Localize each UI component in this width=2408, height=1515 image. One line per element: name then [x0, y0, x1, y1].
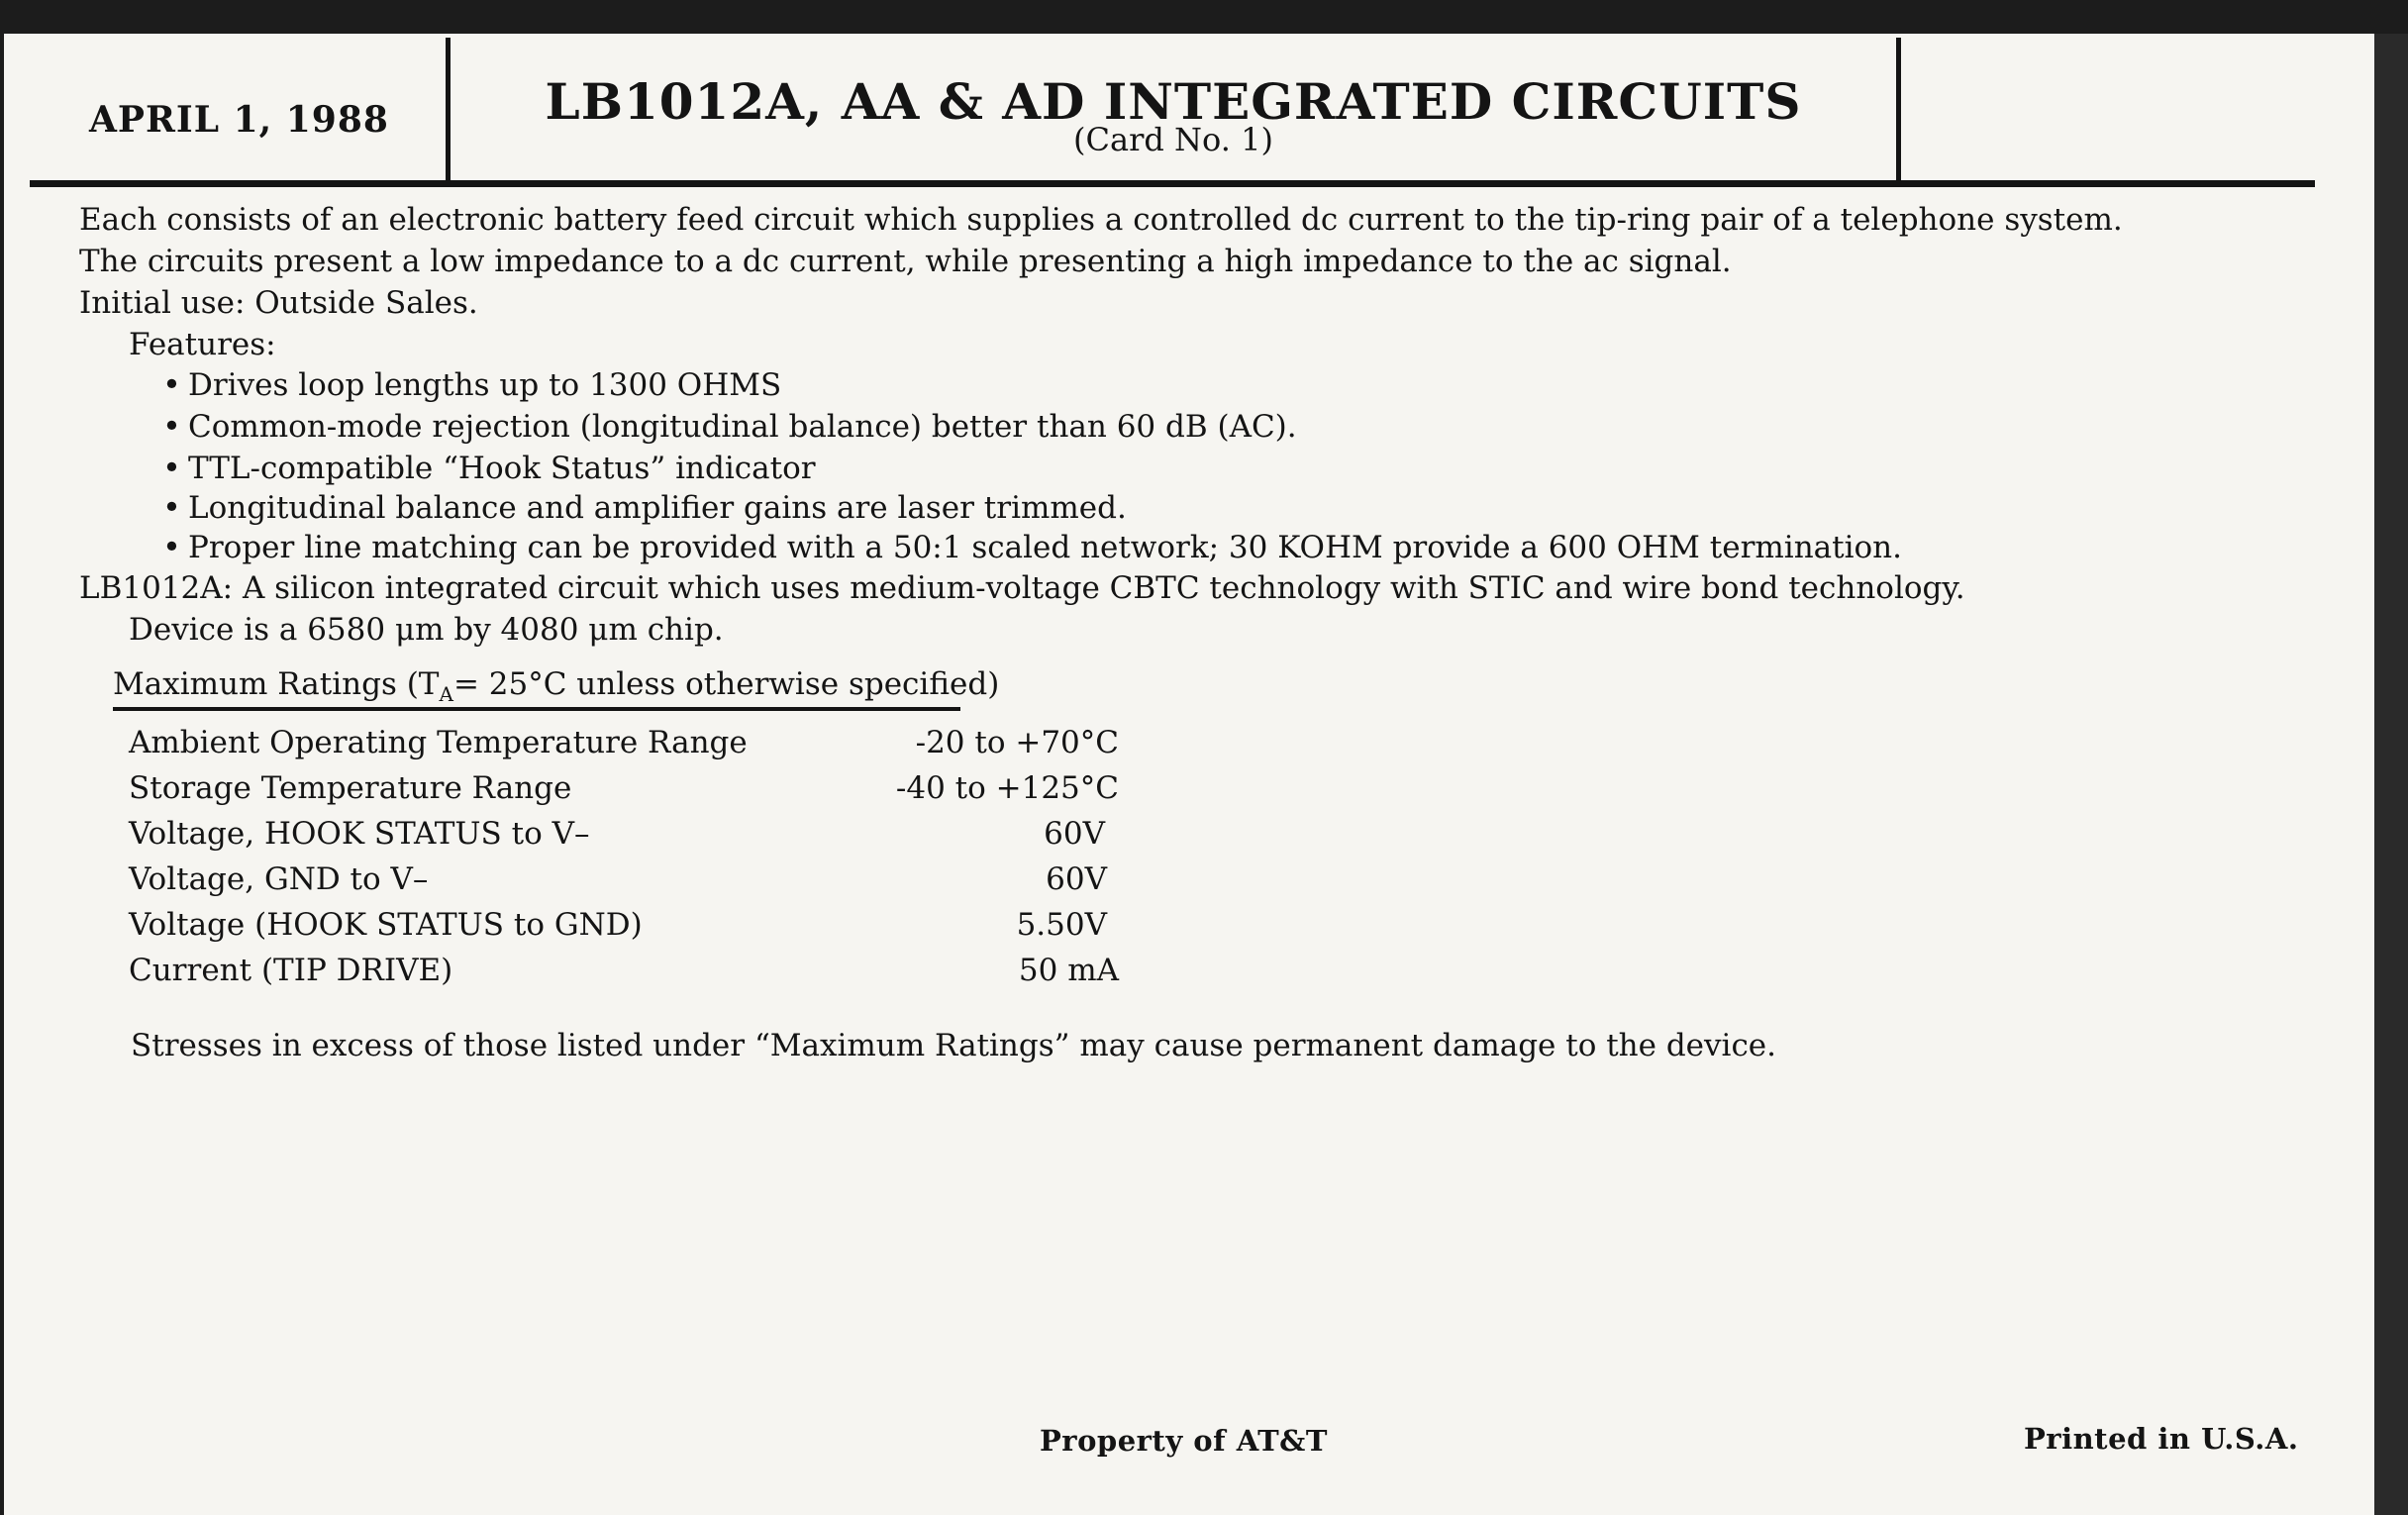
device-description-line-1: LB1012A: A silicon integrated circuit which uses medium-voltage CBTC technology with STIC and wire bond technology.: [79, 570, 1965, 606]
footer-property: Property of AT&T: [1040, 1424, 1328, 1458]
rating-value: -40 to +125°C: [895, 770, 1119, 806]
card-number: (Card No. 1): [1073, 121, 1273, 158]
feature-item: • Longitudinal balance and amplifier gains are laser trimmed.: [162, 487, 1127, 528]
device-description-line-2: Device is a 6580 μm by 4080 μm chip.: [129, 612, 724, 648]
ratings-row: [129, 949, 1119, 992]
ratings-note: Stresses in excess of those listed under “Maximum Ratings” may cause permanent damage to the device.: [131, 1028, 1777, 1063]
features-heading: Features:: [129, 327, 276, 362]
ratings-heading-suffix: = 25°C unless otherwise specified): [452, 666, 1000, 702]
footer-printed: Printed in U.S.A.: [2024, 1422, 2299, 1456]
header-rule: [30, 180, 2315, 187]
ratings-row: [129, 766, 1119, 810]
initial-use: Initial use: Outside Sales.: [79, 285, 478, 321]
description-line-2: The circuits present a low impedance to a dc current, while presenting a high impedance to the ac signal.: [79, 244, 1732, 279]
ratings-row: [129, 858, 1119, 901]
rating-value: 50 mA: [1018, 953, 1119, 988]
ratings-rule: [113, 707, 960, 711]
feature-item: • Drives loop lengths up to 1300 OHMS: [162, 364, 781, 405]
ratings-heading-prefix: Maximum Ratings (T: [113, 666, 440, 702]
rating-parameter: Current (TIP DRIVE): [129, 953, 453, 988]
rating-parameter: Voltage, GND to V–: [129, 861, 429, 897]
rating-parameter: Storage Temperature Range: [129, 770, 572, 806]
feature-item: • TTL-compatible “Hook Status” indicator: [162, 448, 816, 488]
rating-parameter: Voltage, HOOK STATUS to V–: [129, 816, 590, 852]
card-edge-shadow: [2374, 34, 2408, 1515]
rating-value: 5.50V: [1016, 907, 1107, 943]
ratings-row: [129, 812, 1119, 856]
feature-item: • Common-mode rejection (longitudinal balance) better than 60 dB (AC).: [162, 406, 1297, 447]
rating-value: 60V: [1044, 816, 1105, 852]
rating-parameter: Voltage (HOOK STATUS to GND): [129, 907, 643, 943]
header-date: APRIL 1, 1988: [89, 99, 389, 141]
rating-value: -20 to +70°C: [915, 725, 1119, 760]
document-title: LB1012A, AA & AD INTEGRATED CIRCUITS: [545, 72, 1802, 131]
rating-value: 60V: [1046, 861, 1107, 897]
description-line-1: Each consists of an electronic battery feed circuit which supplies a controlled dc current to the tip-ring pair of a telephone system.: [79, 202, 2123, 238]
feature-item: • Proper line matching can be provided with a 50:1 scaled network; 30 KOHM provide a 600 OHM termination.: [162, 527, 1902, 567]
rating-parameter: Ambient Operating Temperature Range: [129, 725, 748, 760]
ratings-row: [129, 721, 1119, 764]
ratings-heading-subscript: A: [439, 682, 453, 707]
ratings-row: [129, 903, 1119, 947]
header-divider-right: [1896, 38, 1901, 182]
